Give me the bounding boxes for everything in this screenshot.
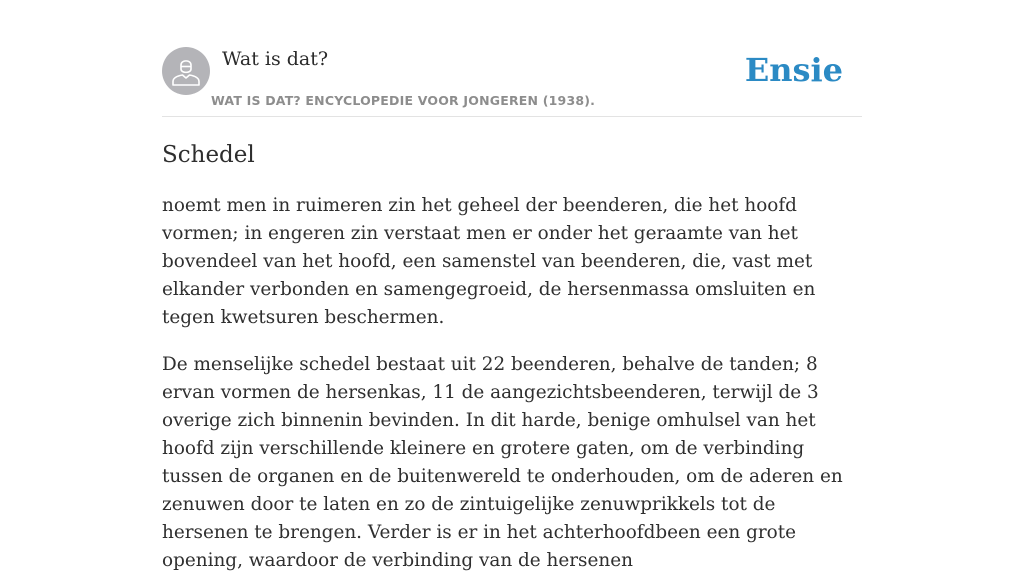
avatar-person-icon	[162, 47, 210, 95]
source-subtitle[interactable]: WAT IS DAT? ENCYCLOPEDIE VOOR JONGEREN (1938).	[211, 93, 596, 108]
user-avatar-icon[interactable]	[162, 47, 210, 95]
article-paragraph-1: noemt men in ruimeren zin het geheel der beenderen, die het hoofd vormen; in engeren zin verstaat men er onder het geraamte van het bovendeel van het hoofd, een samenstel van beenderen, die, vast met elkander verbonden en samengegroeid, de hersenmassa omsluiten en tegen kwetsuren beschermen.	[162, 195, 816, 328]
source-header	[162, 46, 862, 117]
article-paragraph-2: De menselijke schedel bestaat uit 22 beenderen, behalve de tanden; 8 ervan vormen de hersenkas, 11 de aangezichtsbeenderen, terwijl de 3 overige zich binnenin bevinden. In dit harde, benige omhulsel van het hoofd zijn verschillende kleinere en grotere gaten, om de verbinding tussen de organen en de buitenwereld te onderhouden, om de aderen en zenuwen door te laten en zo de zintuigelijke zenuwprikkels tot de hersenen te brengen. Verder is er in het achterhoofdbeen een grote opening, waardoor de verbinding van de hersenen	[162, 354, 843, 571]
article	[162, 138, 862, 575]
ensie-logo[interactable]: Ensie	[744, 51, 843, 89]
source-title-link[interactable]: Wat is dat?	[222, 48, 329, 70]
article-title: Schedel	[162, 142, 255, 168]
